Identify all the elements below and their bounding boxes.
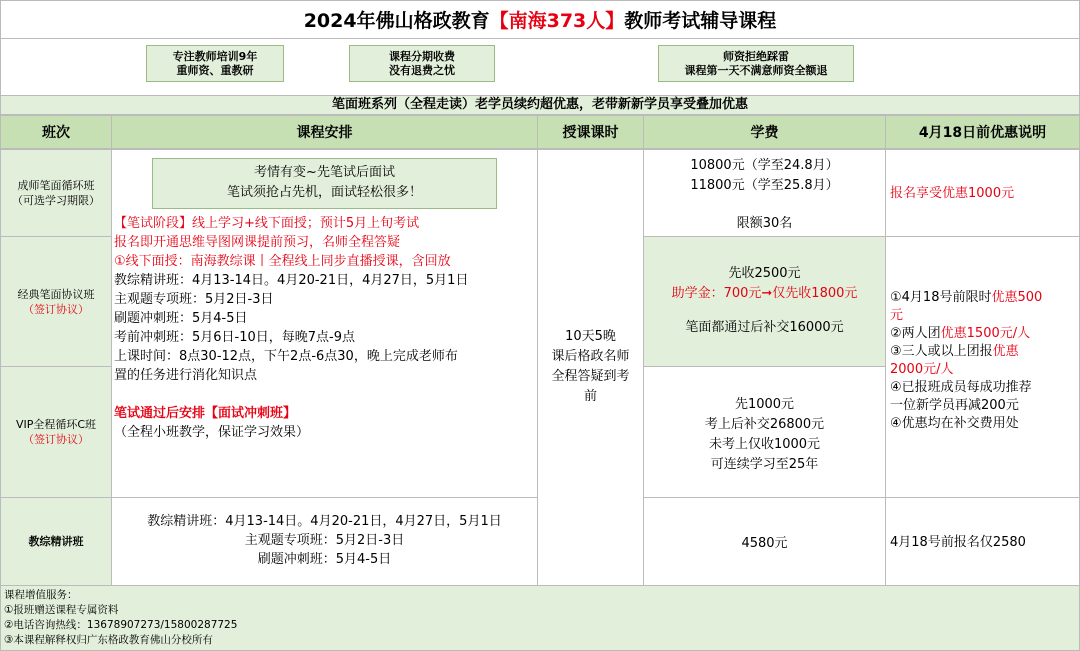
note-line: 笔试须抢占先机，面试轻松很多！ (226, 185, 422, 200)
footer-line: ③本课程解释权归广东格政教育佛山分校所有 (4, 634, 213, 646)
badge-payment (349, 45, 495, 82)
promo-line: 4月18号前报名仅2580 (890, 535, 1026, 550)
promo-part: ③三人或以上团报 (890, 344, 993, 359)
spacer (644, 196, 885, 214)
schedule-line: 教综精讲班：4月13-14日。4月20-21日，4月27日，5月1日 (114, 273, 469, 288)
badge-line: 师资拒绝踩雷 (723, 50, 789, 63)
fee-cell-1 (643, 149, 886, 237)
badge-line: 专注教师培训9年 (172, 50, 258, 63)
badge-experience (146, 45, 284, 82)
fee-line: 先1000元 (734, 397, 795, 412)
fee-cell-4 (643, 497, 886, 586)
schedule-part: ①线下面授：南海 (114, 254, 217, 269)
class-cell-1 (0, 149, 112, 237)
schedule-text (114, 214, 536, 442)
promo-cell-2 (885, 236, 1080, 498)
schedule-cell-4 (111, 497, 538, 586)
promo-line: ④优惠均在补交费用处 (890, 416, 1019, 431)
schedule-line: 教综精讲班：4月13-14日。4月20-21日，4月27日，5月1日 (147, 514, 502, 529)
schedule-line: 置的任务进行消化知识点 (114, 368, 258, 383)
promo-line: 一位新学员再减200元 (890, 398, 1019, 413)
promo-cell-4 (885, 497, 1080, 586)
class-name: VIP全程循环C班 (15, 418, 97, 431)
schedule-line: 主观题专项班：5月2日-3日 (114, 292, 274, 307)
badge-line: 没有退费之忧 (389, 64, 455, 77)
class-name: 教综精讲班 (28, 535, 84, 548)
exam-change-note (152, 158, 497, 209)
footer-line: ①报班赠送课程专属资料 (4, 604, 119, 616)
fee-cell-3 (643, 366, 886, 498)
schedule-line: 刷题冲刺班：5月4-5日 (257, 552, 392, 567)
promo-cell-1 (885, 149, 1080, 237)
class-sub: （签订协议） (23, 433, 89, 446)
fee-line: 未考上仅收1000元 (708, 437, 821, 452)
header-schedule: 课程安排 (111, 115, 538, 149)
series-banner: 笔面班系列（全程走读）老学员续约超优惠，老带新新学员享受叠加优惠 (0, 95, 1080, 115)
promo-part: 优惠500 (991, 290, 1043, 305)
fee-line: 限额30名 (736, 216, 793, 231)
fee-line: 先收2500元 (728, 266, 801, 281)
badge-line: 课程分期收费 (389, 50, 455, 63)
hours-line: 前 (583, 389, 597, 404)
class-cell-2 (0, 236, 112, 367)
schedule-line: 报名即开通思维导图网课提前预习，名师全程答疑 (114, 235, 401, 250)
schedule-line (114, 252, 536, 271)
promo-line (890, 289, 1079, 307)
fee-line: 4580元 (741, 536, 788, 551)
header-hours: 授课课时 (537, 115, 644, 149)
schedule-part: 教综课丨全程线上同步直播授课，含回放 (216, 254, 451, 269)
header-class: 班次 (0, 115, 112, 149)
badge-line: 重师资、重教研 (176, 64, 254, 77)
promo-part: ①4月18号前限时 (890, 290, 992, 305)
spacer (114, 385, 536, 404)
promo-line: 2000元/人 (890, 362, 954, 377)
hours-cell (537, 149, 644, 586)
title-suffix: 教师考试辅导课程 (624, 10, 777, 32)
fee-line: 10800元（学至24.8月） (690, 158, 839, 173)
hours-line: 全程答疑到考 (551, 369, 630, 384)
fee-line: 11800元（学至25.8月） (690, 178, 839, 193)
footer-line: 课程增值服务： (4, 589, 78, 601)
title-prefix: 2024年佛山格政教育 (303, 10, 490, 32)
fee-cell-2 (643, 236, 886, 367)
title-highlight: 【南海373人】 (489, 10, 625, 32)
badge-row (0, 39, 1080, 95)
promo-line: 报名享受优惠1000元 (890, 186, 1015, 201)
schedule-line: 主观题专项班：5月2日-3日 (244, 533, 405, 548)
promo-part: 优惠 (992, 344, 1019, 359)
promo-line: 元 (890, 308, 904, 323)
promo-line: ④已报班成员每成功推荐 (890, 380, 1032, 395)
note-line: 考情有变~先笔试后面试 (254, 165, 395, 180)
class-sub: （签订协议） (23, 302, 89, 316)
promo-line (890, 325, 1079, 343)
class-name: 经典笔面协议班 (17, 287, 95, 301)
promo-part: 优惠1500元/人 (940, 326, 1031, 341)
schedule-line: 考前冲刺班：5月6日-10日，每晚7点-9点 (114, 330, 356, 345)
footer-services (0, 585, 1080, 651)
promo-part: ②两人团 (890, 326, 941, 341)
page-title (0, 0, 1080, 39)
schedule-line: 笔试通过后安排【面试冲刺班】 (114, 406, 297, 421)
badge-teachers (658, 45, 854, 82)
hours-line: 课后格政名师 (551, 349, 630, 364)
fee-line: 可连续学习至25年 (710, 457, 819, 472)
hours-line: 10天5晚 (565, 329, 616, 344)
fee-line: 助学金：700元➞仅先收1800元 (671, 286, 858, 301)
promo-line (890, 343, 1079, 361)
schedule-line: 上课时间：8点30-12点，下午2点-6点30，晚上完成老师布 (114, 349, 458, 364)
fee-line: 考上后补交26800元 (704, 417, 825, 432)
fee-line: 笔面都通过后补交16000元 (685, 320, 844, 335)
class-cell-4 (0, 497, 112, 586)
spacer (644, 304, 885, 318)
class-cell-3 (0, 366, 112, 498)
header-promo: 4月18日前优惠说明 (885, 115, 1080, 149)
class-name: 成师笔面循环班 (17, 179, 95, 192)
badge-line: 课程第一天不满意师资全额退 (684, 64, 828, 77)
header-fee: 学费 (643, 115, 886, 149)
footer-line: ②电话咨询热线：13678907273/15800287725 (4, 619, 238, 631)
schedule-line: 刷题冲刺班：5月4-5日 (114, 311, 248, 326)
schedule-line: 【笔试阶段】线上学习+线下面授；预计5月上旬考试 (114, 216, 420, 231)
schedule-line: （全程小班教学，保证学习效果） (114, 425, 310, 440)
class-sub: （可选学习期限） (12, 194, 100, 207)
